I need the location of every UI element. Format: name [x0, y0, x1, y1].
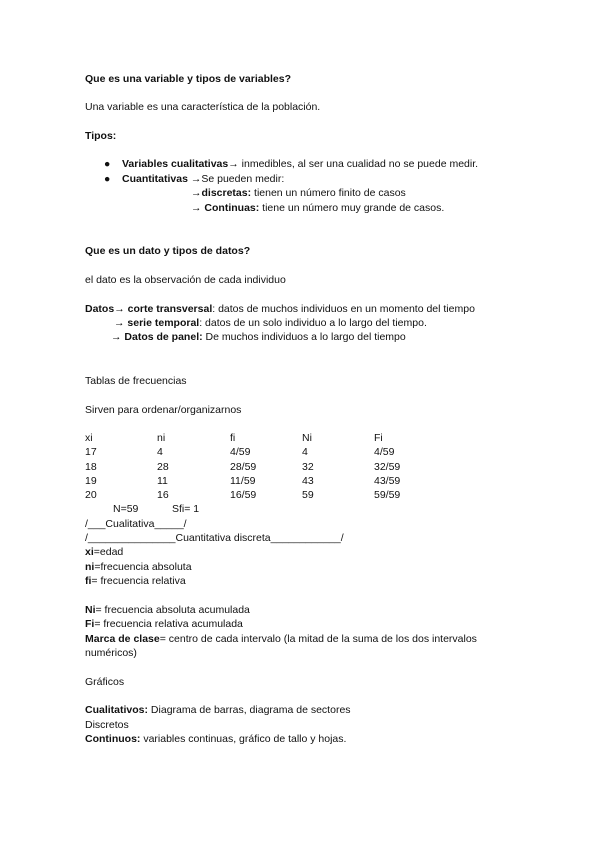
table-header-cell: Ni	[302, 432, 312, 444]
tipos-heading: Tipos:	[85, 130, 117, 142]
def-marca-clase-cont: numéricos)	[85, 647, 137, 659]
table-cell: 28/59	[230, 461, 257, 473]
table-total-fi: Sfi= 1	[172, 503, 200, 515]
table-cell: 20	[85, 489, 97, 501]
cuantitativas-line: Cuantitativas →Se pueden medir:	[122, 173, 285, 185]
graficos-continuos: Continuos: variables continuas, gráfico de tallo y hojas.	[85, 733, 347, 745]
table-cell: 11/59	[230, 475, 256, 487]
table-header-cell: fi	[230, 432, 236, 444]
serie-temporal-line: → serie temporal: datos de un solo individuo a lo largo del tiempo.	[114, 317, 427, 329]
def-ni: ni=frecuencia absoluta	[85, 561, 192, 573]
table-cell: 32/59	[374, 461, 401, 473]
table-cell: 4/59	[374, 446, 395, 458]
def-xi: xi=edad	[85, 546, 124, 558]
corte-transversal-line: Datos→ corte transversal: datos de muchos individuos en un momento del tiempo	[85, 303, 475, 315]
def-marca-clase: Marca de clase= centro de cada intervalo (la mitad de la suma de los dos intervalos	[85, 633, 477, 645]
table-cell: 18	[85, 461, 97, 473]
table-cell: 17	[85, 446, 97, 458]
table-header-cell: Fi	[374, 432, 383, 444]
variable-definition: Una variable es una característica de la población.	[85, 101, 321, 113]
def-fi: fi= frecuencia relativa	[85, 575, 186, 587]
continuas-line: → Continuas: tiene un número muy grande de casos.	[191, 202, 445, 214]
def-Fi: Fi= frecuencia relativa acumulada	[85, 618, 243, 630]
table-cell: 4	[157, 446, 163, 458]
table-cell: 59	[302, 489, 314, 501]
table-cell: 19	[85, 475, 97, 487]
table-cell: 16/59	[230, 489, 257, 501]
table-cell: 11	[157, 475, 168, 487]
datos-panel-line: → Datos de panel: De muchos individuos a lo largo del tiempo	[111, 331, 406, 343]
table-cell: 4/59	[230, 446, 251, 458]
cuantitativa-bracket-line: /_______________Cuantitativa discreta____________/	[85, 532, 344, 544]
tablas-subtitle: Sirven para ordenar/organizarnos	[85, 404, 242, 416]
table-header-cell: ni	[157, 432, 166, 444]
cualitativa-bracket-line: /___Cualitativa_____/	[85, 518, 187, 530]
table-total-n: N=59	[113, 503, 139, 515]
table-cell: 59/59	[374, 489, 401, 501]
def-Ni: Ni= frecuencia absoluta acumulada	[85, 604, 250, 616]
table-cell: 43/59	[374, 475, 401, 487]
bullet-icon: ●	[104, 173, 111, 185]
section-title-variables: Que es una variable y tipos de variables?	[85, 73, 292, 85]
table-header-cell: xi	[85, 432, 93, 444]
table-cell: 32	[302, 461, 314, 473]
table-cell: 16	[157, 489, 169, 501]
graficos-discretos: Discretos	[85, 719, 129, 731]
section-title-graficos: Gráficos	[85, 676, 125, 688]
discretas-line: →discretas: tienen un número finito de casos	[191, 187, 406, 199]
bullet-icon: ●	[104, 158, 111, 170]
dato-definition: el dato es la observación de cada individuo	[85, 274, 286, 286]
table-cell: 43	[302, 475, 314, 487]
table-cell: 28	[157, 461, 169, 473]
section-title-tablas: Tablas de frecuencias	[85, 375, 187, 387]
cualitativas-line: Variables cualitativas→ inmedibles, al ser una cualidad no se puede medir.	[122, 158, 479, 170]
table-cell: 4	[302, 446, 308, 458]
graficos-cualitativos: Cualitativos: Diagrama de barras, diagrama de sectores	[85, 704, 351, 716]
section-title-datos: Que es un dato y tipos de datos?	[85, 245, 251, 257]
